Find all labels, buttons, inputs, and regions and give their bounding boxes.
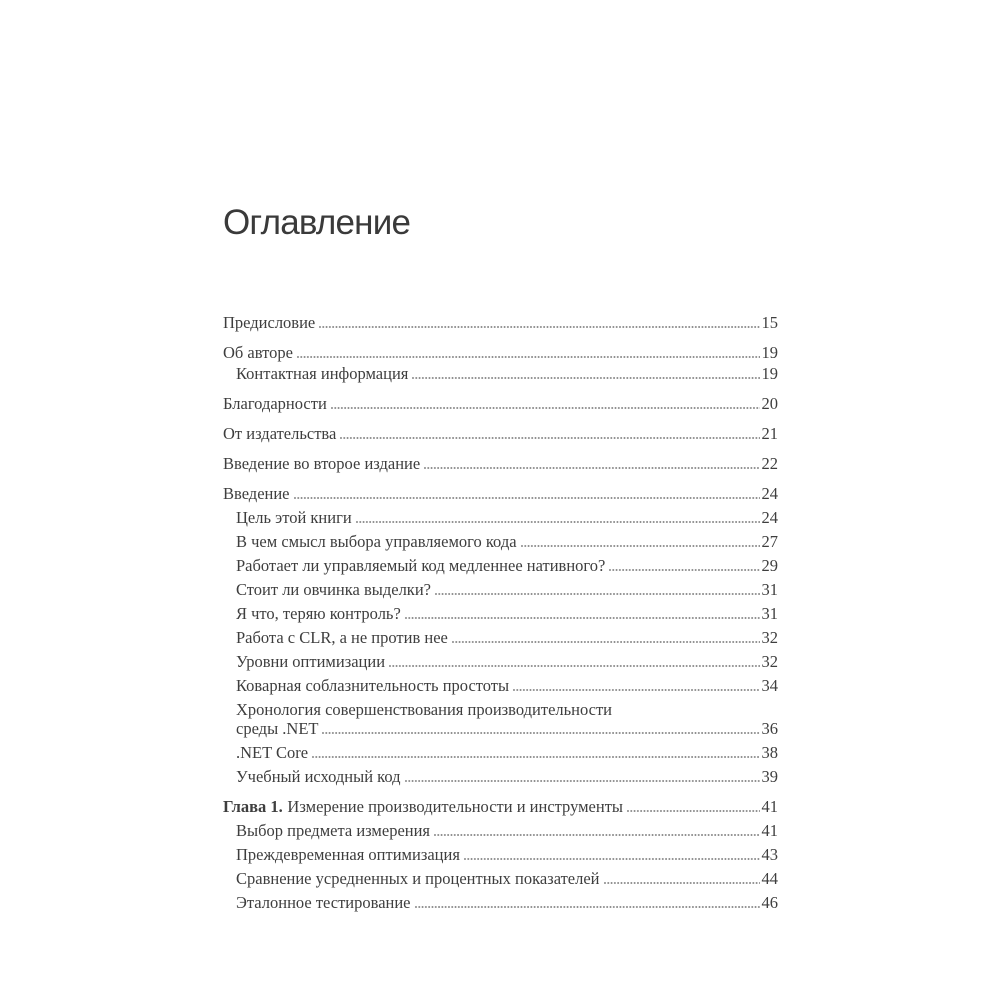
toc-chapter-title: Измерение производительности и инструменты bbox=[287, 797, 624, 816]
toc-list bbox=[223, 313, 778, 912]
toc-entry-row bbox=[223, 797, 778, 816]
toc-entry-label: От издательства bbox=[223, 424, 337, 443]
toc-entry-row bbox=[236, 821, 778, 840]
dot-leader bbox=[452, 641, 760, 643]
toc-entry bbox=[223, 580, 778, 599]
toc-entry-row bbox=[236, 767, 778, 786]
book-toc-page bbox=[223, 203, 778, 912]
toc-entry-label: Цель этой книги bbox=[236, 508, 352, 527]
toc-page-number: 43 bbox=[761, 845, 778, 864]
toc-entry bbox=[223, 652, 778, 671]
toc-entry-label: Преждевременная оптимизация bbox=[236, 845, 460, 864]
dot-leader bbox=[513, 689, 759, 691]
toc-page-number: 19 bbox=[761, 364, 778, 383]
toc-entry-row bbox=[223, 454, 778, 473]
toc-page-number: 44 bbox=[761, 869, 778, 888]
toc-entry bbox=[223, 454, 778, 473]
toc-entry-row bbox=[236, 676, 778, 695]
toc-entry bbox=[223, 484, 778, 503]
toc-entry-row bbox=[236, 743, 778, 762]
dot-leader bbox=[424, 467, 759, 469]
toc-entry bbox=[223, 532, 778, 551]
dot-leader bbox=[389, 665, 759, 667]
toc-page-number: 21 bbox=[761, 424, 778, 443]
toc-page-number: 32 bbox=[761, 652, 778, 671]
toc-entry-label: Введение во второе издание bbox=[223, 454, 421, 473]
dot-leader bbox=[435, 593, 760, 595]
toc-entry bbox=[223, 676, 778, 695]
toc-page-number: 32 bbox=[761, 628, 778, 647]
toc-entry-row bbox=[236, 556, 778, 575]
dot-leader bbox=[405, 780, 760, 782]
toc-entry-row bbox=[236, 628, 778, 647]
toc-entry-label: Эталонное тестирование bbox=[236, 893, 411, 912]
toc-entry bbox=[223, 364, 778, 383]
toc-entry bbox=[223, 767, 778, 786]
toc-entry bbox=[223, 313, 778, 332]
toc-entry-label: Стоит ли овчинка выделки? bbox=[236, 580, 431, 599]
toc-entry-row bbox=[223, 343, 778, 362]
toc-entry-row bbox=[236, 364, 778, 383]
dot-leader bbox=[521, 545, 760, 547]
toc-page-number: 41 bbox=[761, 821, 778, 840]
dot-leader bbox=[340, 437, 759, 439]
toc-entry-row bbox=[236, 893, 778, 912]
dot-leader bbox=[356, 521, 760, 523]
toc-entry bbox=[223, 797, 778, 816]
toc-entry-label: Хронология совершенствования производительности bbox=[236, 700, 613, 719]
dot-leader bbox=[322, 732, 759, 734]
dot-leader bbox=[464, 858, 760, 860]
toc-entry-row bbox=[223, 394, 778, 413]
toc-entry-label: Работает ли управляемый код медленнее нативного? bbox=[236, 556, 606, 575]
toc-page-number: 15 bbox=[761, 313, 778, 332]
toc-entry-label: Я что, теряю контроль? bbox=[236, 604, 401, 623]
toc-page-number: 24 bbox=[761, 508, 778, 527]
dot-leader bbox=[415, 906, 760, 908]
toc-entry bbox=[223, 508, 778, 527]
toc-entry-label: Коварная соблазнительность простоты bbox=[236, 676, 510, 695]
toc-entry bbox=[223, 628, 778, 647]
toc-entry-label: .NET Core bbox=[236, 743, 309, 762]
toc-entry-row bbox=[223, 484, 778, 503]
toc-entry-label: Работа с CLR, а не против нее bbox=[236, 628, 448, 647]
toc-entry-label: Предисловие bbox=[223, 313, 316, 332]
toc-entry bbox=[223, 821, 778, 840]
dot-leader bbox=[434, 834, 759, 836]
toc-entry bbox=[223, 394, 778, 413]
dot-leader bbox=[405, 617, 760, 619]
toc-entry-label: Уровни оптимизации bbox=[236, 652, 386, 671]
toc-page-number: 39 bbox=[761, 767, 778, 786]
toc-entry-row bbox=[236, 604, 778, 623]
toc-entry-label: Контактная информация bbox=[236, 364, 409, 383]
toc-entry-row bbox=[236, 652, 778, 671]
toc-page-number: 27 bbox=[761, 532, 778, 551]
toc-page-number: 24 bbox=[761, 484, 778, 503]
toc-entry-row bbox=[236, 580, 778, 599]
toc-entry-label: Благодарности bbox=[223, 394, 327, 413]
dot-leader bbox=[319, 326, 759, 328]
toc-entry bbox=[223, 343, 778, 362]
toc-page-number: 34 bbox=[761, 676, 778, 695]
toc-entry-row bbox=[236, 869, 778, 888]
toc-page-number: 36 bbox=[761, 719, 778, 738]
toc-entry bbox=[223, 424, 778, 443]
dot-leader bbox=[312, 756, 759, 758]
toc-page-number: 46 bbox=[761, 893, 778, 912]
toc-page-number: 29 bbox=[761, 556, 778, 575]
toc-entry-row bbox=[236, 719, 778, 738]
toc-entry-label: Введение bbox=[223, 484, 290, 503]
toc-entry-row bbox=[236, 532, 778, 551]
toc-entry bbox=[223, 893, 778, 912]
toc-page-number: 31 bbox=[761, 604, 778, 623]
dot-leader bbox=[412, 377, 759, 379]
toc-entry-label: В чем смысл выбора управляемого кода bbox=[236, 532, 517, 551]
dot-leader bbox=[604, 882, 760, 884]
toc-entry-label bbox=[223, 797, 623, 816]
toc-entry-row bbox=[236, 845, 778, 864]
toc-entry bbox=[223, 869, 778, 888]
toc-page-number: 38 bbox=[761, 743, 778, 762]
dot-leader bbox=[297, 356, 760, 358]
dot-leader bbox=[294, 497, 760, 499]
toc-page-number: 31 bbox=[761, 580, 778, 599]
toc-page-number: 19 bbox=[761, 343, 778, 362]
dot-leader bbox=[609, 569, 759, 571]
toc-entry-row bbox=[236, 508, 778, 527]
toc-entry bbox=[223, 743, 778, 762]
toc-page-number: 20 bbox=[761, 394, 778, 413]
dot-leader bbox=[331, 407, 760, 409]
toc-entry-label: Сравнение усредненных и процентных показателей bbox=[236, 869, 600, 888]
dot-leader bbox=[627, 810, 759, 812]
toc-entry-label: Выбор предмета измерения bbox=[236, 821, 431, 840]
toc-entry-label: среды .NET bbox=[236, 719, 319, 738]
toc-page-number: 41 bbox=[761, 797, 778, 816]
toc-entry-row bbox=[223, 424, 778, 443]
toc-entry bbox=[223, 556, 778, 575]
toc-entry-row bbox=[223, 313, 778, 332]
toc-entry-label: Об авторе bbox=[223, 343, 293, 362]
toc-entry bbox=[223, 845, 778, 864]
toc-entry bbox=[223, 700, 778, 738]
toc-entry bbox=[223, 604, 778, 623]
toc-page-number: 22 bbox=[761, 454, 778, 473]
toc-entry-label: Учебный исходный код bbox=[236, 767, 401, 786]
page-title: Оглавление bbox=[223, 203, 411, 242]
toc-chapter-prefix: Глава 1. bbox=[223, 797, 283, 816]
